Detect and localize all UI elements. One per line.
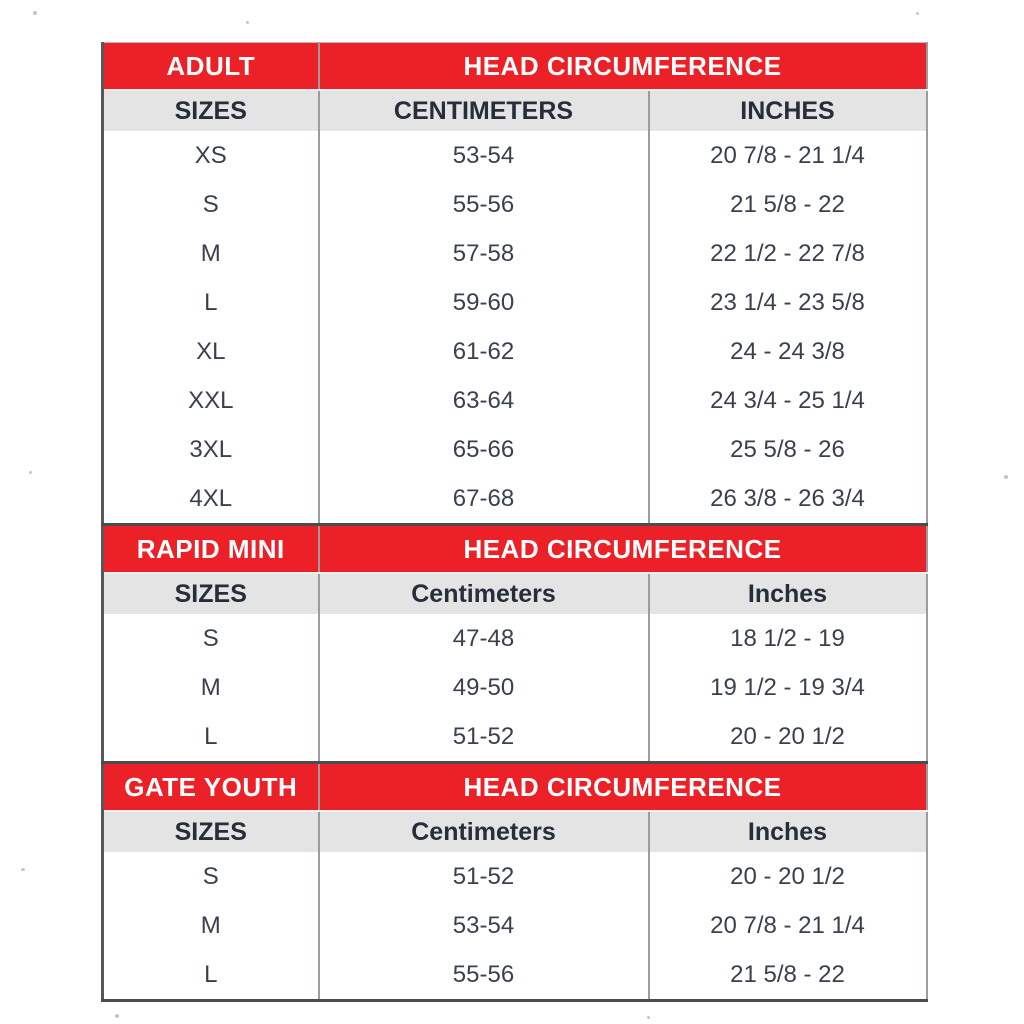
sizing-chart	[101, 42, 925, 1002]
column-header-centimeters: Centimeters	[319, 573, 649, 614]
cm-cell: 53-54	[319, 131, 649, 180]
size-cell: L	[103, 950, 319, 1001]
scan-speck	[29, 471, 32, 474]
cm-cell: 67-68	[319, 474, 649, 525]
size-table-adult	[101, 42, 928, 526]
table-row	[103, 901, 927, 950]
inches-cell: 21 5/8 - 22	[649, 950, 927, 1001]
cm-cell: 49-50	[319, 663, 649, 712]
size-table-rapid-mini	[101, 526, 928, 764]
inches-cell: 20 - 20 1/2	[649, 852, 927, 901]
table-row	[103, 229, 927, 278]
table-row	[103, 852, 927, 901]
cm-cell: 55-56	[319, 180, 649, 229]
cm-cell: 55-56	[319, 950, 649, 1001]
cm-cell: 47-48	[319, 614, 649, 663]
size-cell: M	[103, 229, 319, 278]
table-row	[103, 811, 927, 852]
inches-cell: 20 - 20 1/2	[649, 712, 927, 763]
column-header-centimeters: CENTIMETERS	[319, 90, 649, 131]
section-title-adult: ADULT	[103, 43, 319, 91]
inches-cell: 19 1/2 - 19 3/4	[649, 663, 927, 712]
cm-cell: 53-54	[319, 901, 649, 950]
column-header-inches: INCHES	[649, 90, 927, 131]
section-title-gate-youth: GATE YOUTH	[103, 764, 319, 811]
column-header-inches: Inches	[649, 811, 927, 852]
cm-cell: 61-62	[319, 327, 649, 376]
table-row	[103, 712, 927, 763]
table-row	[103, 180, 927, 229]
size-cell: XS	[103, 131, 319, 180]
scan-speck	[33, 11, 37, 15]
cm-cell: 59-60	[319, 278, 649, 327]
inches-cell: 23 1/4 - 23 5/8	[649, 278, 927, 327]
table-row	[103, 764, 927, 811]
inches-cell: 20 7/8 - 21 1/4	[649, 131, 927, 180]
size-cell: 3XL	[103, 425, 319, 474]
column-header-centimeters: Centimeters	[319, 811, 649, 852]
table-row	[103, 663, 927, 712]
inches-cell: 24 3/4 - 25 1/4	[649, 376, 927, 425]
table-row	[103, 131, 927, 180]
cm-cell: 51-52	[319, 712, 649, 763]
scan-speck	[246, 21, 249, 24]
scan-speck	[1004, 475, 1008, 479]
table-row	[103, 614, 927, 663]
scan-speck	[21, 868, 25, 871]
table-row	[103, 950, 927, 1001]
table-row	[103, 278, 927, 327]
table-row	[103, 90, 927, 131]
size-cell: S	[103, 180, 319, 229]
column-header-sizes: SIZES	[103, 573, 319, 614]
inches-cell: 25 5/8 - 26	[649, 425, 927, 474]
inches-cell: 18 1/2 - 19	[649, 614, 927, 663]
size-cell: XXL	[103, 376, 319, 425]
size-cell: M	[103, 663, 319, 712]
table-row	[103, 327, 927, 376]
table-row	[103, 425, 927, 474]
table-row	[103, 526, 927, 573]
size-cell: 4XL	[103, 474, 319, 525]
inches-cell: 22 1/2 - 22 7/8	[649, 229, 927, 278]
cm-cell: 63-64	[319, 376, 649, 425]
cm-cell: 57-58	[319, 229, 649, 278]
size-cell: S	[103, 852, 319, 901]
inches-cell: 20 7/8 - 21 1/4	[649, 901, 927, 950]
size-cell: L	[103, 712, 319, 763]
head-circumference-header: HEAD CIRCUMFERENCE	[319, 43, 927, 91]
column-header-inches: Inches	[649, 573, 927, 614]
head-circumference-header: HEAD CIRCUMFERENCE	[319, 526, 927, 573]
inches-cell: 26 3/8 - 26 3/4	[649, 474, 927, 525]
table-row	[103, 573, 927, 614]
scan-speck	[916, 12, 919, 15]
scan-speck	[115, 1014, 119, 1018]
size-cell: S	[103, 614, 319, 663]
table-row	[103, 376, 927, 425]
size-table-gate-youth	[101, 764, 928, 1002]
inches-cell: 24 - 24 3/8	[649, 327, 927, 376]
cm-cell: 51-52	[319, 852, 649, 901]
section-title-rapid-mini: RAPID MINI	[103, 526, 319, 573]
size-cell: M	[103, 901, 319, 950]
column-header-sizes: SIZES	[103, 811, 319, 852]
inches-cell: 21 5/8 - 22	[649, 180, 927, 229]
table-row	[103, 474, 927, 525]
size-cell: L	[103, 278, 319, 327]
scan-speck	[647, 1016, 650, 1019]
table-row	[103, 43, 927, 91]
head-circumference-header: HEAD CIRCUMFERENCE	[319, 764, 927, 811]
size-cell: XL	[103, 327, 319, 376]
column-header-sizes: SIZES	[103, 90, 319, 131]
cm-cell: 65-66	[319, 425, 649, 474]
